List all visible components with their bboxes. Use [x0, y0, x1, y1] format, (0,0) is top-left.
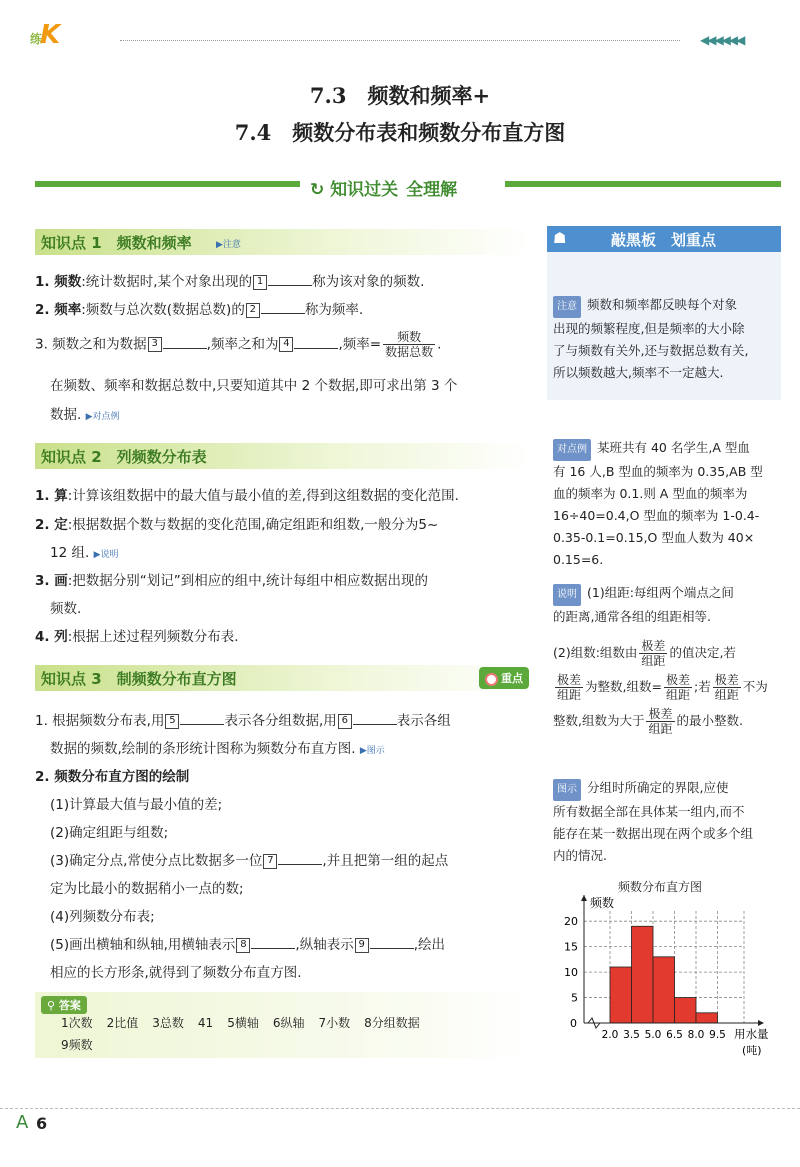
y-axis-label: 频数	[590, 896, 615, 910]
y-tick-label: 5	[571, 991, 578, 1005]
kp3-line10: 相应的长方形条,就得到了频数分布直方图.	[50, 965, 302, 981]
histogram-bar	[675, 998, 697, 1023]
x-tick-label: 6.5	[666, 1029, 683, 1041]
kp2-line5: 频数.	[50, 601, 82, 617]
header-arrows: ◀◀◀◀◀◀	[700, 33, 744, 47]
kp2-header: 知识点 2 列频数分布表	[35, 443, 531, 469]
x-tick-label: 8.0	[687, 1029, 705, 1041]
answer-row-2: 9频数	[61, 1038, 93, 1052]
kp2-line3: 12 组. ▶说明	[50, 545, 119, 561]
kp3-line2: 数据的频数,绘制的条形统计图称为频数分布直方图. ▶图示	[50, 741, 385, 757]
kp3-line3: 2. 频数分布直方图的绘制	[35, 769, 190, 785]
sidebar-figure-note: 图示 分组时所确定的界限,应使 所有数据全部在具体某一组内,而不 能存在某一数据出现在两个或多个组 内的情况.	[553, 780, 754, 863]
y-tick-label: 15	[564, 940, 578, 954]
kp1-line2: 2. 频率:频数与总次数(数据总数)的 2 称为频率.	[35, 302, 364, 318]
sidebar-explain-2: (2)组数:组数由 $\frac{\text{极差}}{\text{组距}}$ 的值决定,若 $\frac{\text{极差}}{\text{组距}}$ 为整数,组数= $\frac{\text{极差}}{\text{组距}}$ ;若 $\frac{\text{极差}}{\text{组距}}$ 不为 整数,组数为大于 $\frac{\text{极差}}{\text{组距}}$ 的最小整数.	[553, 639, 768, 736]
kp1-line4: 在频数、频率和数据总数中,只要知道其中 2 个数据,即可求出第 3 个	[50, 378, 458, 394]
section-title-1: 7.3 频数和频率+	[309, 83, 491, 108]
x-axis-arrow	[758, 1020, 764, 1026]
x-axis-label: 用水量	[734, 1027, 769, 1041]
key-icon: ⚲	[47, 999, 56, 1012]
kp1-header: 知识点 1 频数和频率 ▶注意	[35, 229, 531, 255]
y-tick-label: 20	[564, 915, 578, 929]
kp3-line1: 1. 根据频数分布表,用 5 表示各分组数据,用 6 表示各组	[35, 713, 451, 729]
kp2-line4: 3. 画:把数据分别“划记”到相应的组中,统计每组中相应数据出现的	[35, 573, 429, 589]
kp3-line4: (1)计算最大值与最小值的差;	[50, 797, 223, 813]
x-tick-label: 5.0	[644, 1029, 662, 1041]
kp1-line1: 1. 频数:统计数据时,某个对象出现的 1 称为该对象的频数.	[35, 274, 425, 290]
kp3-line8: (4)列频数分布表;	[50, 909, 155, 925]
origin-label: 0	[570, 1017, 577, 1030]
answer-label: ⚲ 答案	[41, 996, 87, 1014]
sidebar-example: 对点例 某班共有 40 名学生,A 型血 有 16 人,B 型血的频率为 0.35,AB 型 血的频率为 0.1.则 A 型血的频率为 16÷40=0.4,O 型血的频率为 1-0.4- 0.35-0.1=0.15,O 型血人数为 40× 0.15=6.	[553, 440, 763, 567]
kp2-line6: 4. 列:根据上述过程列频数分布表.	[35, 629, 239, 645]
teacher-icon: ☗	[553, 229, 567, 247]
kp1-line5: 数据. ▶对点例	[50, 407, 120, 423]
answer-box	[35, 992, 531, 1058]
histogram-bar	[610, 967, 632, 1023]
y-axis-arrow	[581, 895, 587, 901]
kp3-line9: (5)画出横轴和纵轴,用横轴表示 8 ,纵轴表示 9 ,绘出	[50, 937, 446, 953]
band-title: ↻ 知识过关 全理解	[310, 180, 458, 200]
kp3-line7: 定为比最小的数据稍小一点的数;	[50, 881, 244, 897]
x-tick-label: 9.5	[709, 1029, 726, 1041]
band-line-right	[505, 181, 781, 187]
kp2-line2: 2. 定:根据数据个数与数据的变化范围,确定组距和组数,一般分为5~	[35, 517, 439, 533]
kp3-header: 知识点 3 制频数分布直方图 重点	[35, 665, 531, 691]
section-title-2: 7.4 频数分布表和频数分布直方图	[234, 120, 566, 145]
footer-divider	[0, 1108, 800, 1109]
kp1-line3: 3. 频数之和为数据 3 ,频率之和为 4 ,频率= $\frac{\text{频数}}{\text{数据总数}}$ .	[35, 330, 442, 359]
key-point-badge: 重点	[479, 667, 529, 689]
sidebar-header: ☗ 敲黑板 划重点	[547, 226, 781, 252]
histogram-bar	[696, 1013, 718, 1023]
sidebar-explain: 说明 (1)组距:每组两个端点之间 的距离,通常各组的组距相等.	[553, 585, 734, 624]
histogram-bar	[632, 926, 654, 1023]
kp2-line1: 1. 算:计算该组数据中的最大值与最小值的差,得到这组数据的变化范围.	[35, 488, 459, 504]
y-tick-label: 10	[564, 966, 578, 980]
frequency-fraction: $\frac{\text{频数}}{\text{数据总数}}$	[385, 330, 434, 359]
sidebar-note: 注意 频数和频率都反映每个对象 出现的频繁程度,但是频率的大小除 了与频数有关外,还与数据总数有关, 所以频数越大,频率不一定越大.	[553, 297, 749, 380]
page-glyph-icon: A	[16, 1112, 29, 1133]
band-icon: ↻	[310, 180, 325, 200]
chart-title: 频数分布直方图	[618, 880, 703, 894]
target-icon	[485, 673, 498, 686]
x-tick-label: 2.0	[601, 1029, 619, 1041]
kp3-line5: (2)确定组距与组数;	[50, 825, 169, 841]
band-line-left	[35, 181, 300, 187]
histogram-bar	[653, 957, 675, 1023]
page-number: 6	[36, 1114, 48, 1133]
answer-row-1: 1次数 2比值 3总数 41 5横轴 6纵轴 7小数 8分组数据	[61, 1016, 420, 1030]
brand-logo: 练K	[30, 20, 59, 50]
histogram-chart	[548, 893, 782, 1058]
header-divider	[120, 40, 680, 41]
kp3-line6: (3)确定分点,常使分点比数据多一位 7 ,并且把第一组的起点	[50, 853, 449, 869]
x-tick-label: 3.5	[623, 1029, 640, 1041]
x-axis-unit: (吨)	[742, 1044, 762, 1057]
